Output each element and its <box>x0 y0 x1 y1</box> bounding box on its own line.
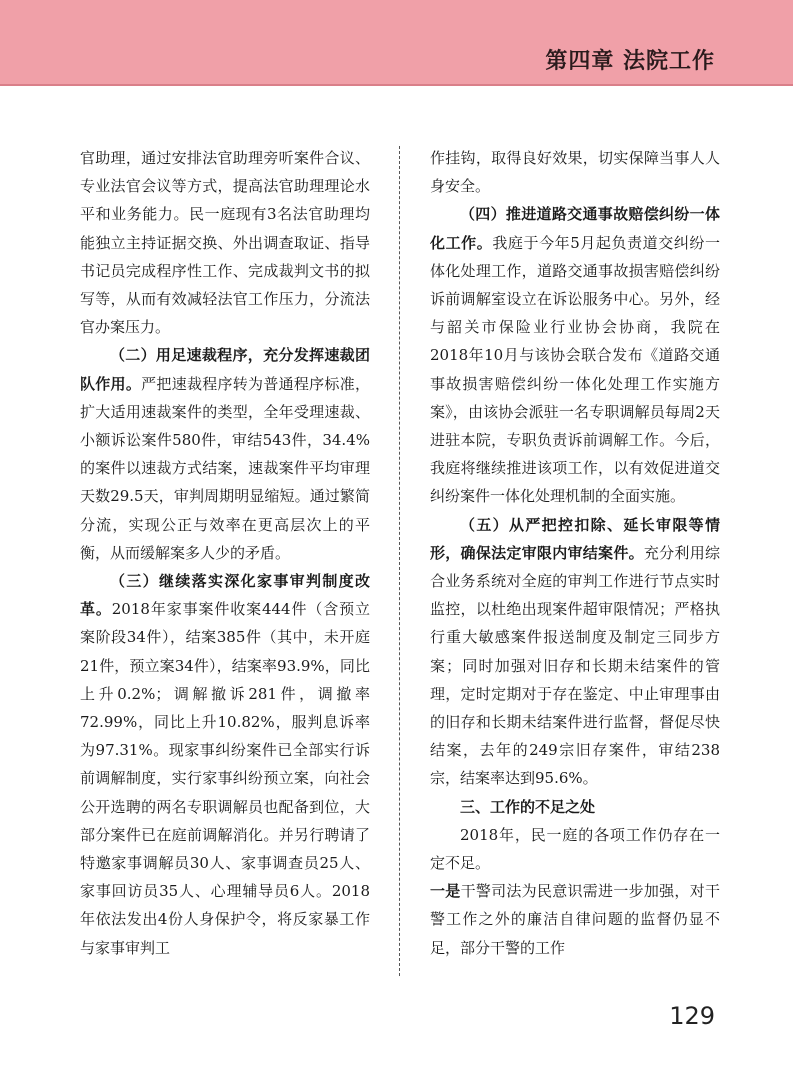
section-body-2: 严把速裁程序转为普通程序标准，扩大适用速裁案件的类型，全年受理速裁、小额诉讼案件580件，审结543件，34.4%的案件以速裁方式结案，速裁案件平均审理天数29.5天，审判周期明显缩短。通过繁简分流，实现公正与效率在更高层次上的平衡，从而缓解案多人少的矛盾。 <box>80 374 370 562</box>
section-3-title-line <box>430 793 720 821</box>
section-heading-4: （四）推进道路交通事故赔偿纠纷一体化工作。 <box>430 205 720 252</box>
right-paragraph-1: 作挂钩，取得良好效果，切实保障当事人人身安全。 <box>430 149 720 196</box>
right-paragraph-5 <box>430 877 720 962</box>
left-paragraph-2 <box>80 341 370 567</box>
left-paragraph-3 <box>80 567 370 962</box>
left-column <box>80 144 370 962</box>
section-body-5: 充分利用综合业务系统对全庭的审判工作进行节点实时监控，以杜绝出现案件超审限情况；严格执行重大敏感案件报送制度及制定三同步方案；同时加强对旧存和长期未结案件的管理，定时定期对于存在鉴定、中止审理事由的旧存和长期未结案件进行监督，督促尽快结案，去年的249宗旧存案件，审结238宗，结案率达到95.6%。 <box>430 543 720 788</box>
point-one-body: 干警司法为民意识需进一步加强，对干警工作之外的廉洁自律问题的监督仍显不足，部分干警的工作 <box>430 882 720 957</box>
section-heading-5: （五）从严把控扣除、延长审限等情形，确保法定审限内审结案件。 <box>430 515 720 562</box>
right-column <box>430 144 720 962</box>
right-paragraph-3 <box>430 511 720 793</box>
right-paragraph-4: 2018年，民一庭的各项工作仍存在一定不足。 <box>430 825 720 873</box>
section-3-title: 三、工作的不足之处 <box>460 797 596 816</box>
chapter-title: 第四章 法院工作 <box>545 49 715 74</box>
section-heading-2: （二）用足速裁程序，充分发挥速裁团队作用。 <box>80 346 370 393</box>
header-rule <box>0 84 793 86</box>
point-one-label: 一是 <box>430 882 461 901</box>
column-divider <box>399 146 400 976</box>
page-number: 129 <box>669 1002 715 1030</box>
right-paragraph-2 <box>430 200 720 510</box>
section-body-4: 我庭于今年5月起负责道交纠纷一体化处理工作，道路交通事故损害赔偿纠纷诉前调解室设立在诉讼服务中心。另外，经与韶关市保险业行业协会协商，我院在2018年10月与该协会联合发布《道路交通事故损害赔偿纠纷一体化处理工作实施方案》，由该协会派驻一名专职调解员每周2天进驻本院，专职负责诉前调解工作。今后，我庭将继续推进该项工作，以有效促进道交纠纷案件一体化处理机制的全面实施。 <box>430 233 720 506</box>
section-heading-3: （三）继续落实深化家事审判制度改革。 <box>80 572 370 619</box>
section-body-3: 2018年家事案件收案444件（含预立案阶段34件），结案385件（其中，未开庭21件，预立案34件），结案率93.9%，同比上升0.2%；调解撤诉281件，调撤率72.99%，同比上升10.82%，服判息诉率为97.31%。现家事纠纷案件已全部实行诉前调解制度，实行家事纠纷预立案，向社会公开选聘的两名专职调解员也配备到位，大部分案件已在庭前调解消化。并另行聘请了特邀家事调解员30人、家事调查员25人、家事回访员35人、心理辅导员6人。2018年依法发出4份人身保护令，将反家暴工作与家事审判工 <box>80 600 370 957</box>
left-paragraph-1: 官助理，通过安排法官助理旁听案件合议、专业法官会议等方式，提高法官助理理论水平和业务能力。民一庭现有3名法官助理均能独立主持证据交换、外出调查取证、指导书记员完成程序性工作、完成裁判文书的拟写等，从而有效减轻法官工作压力，分流法官办案压力。 <box>80 149 370 337</box>
